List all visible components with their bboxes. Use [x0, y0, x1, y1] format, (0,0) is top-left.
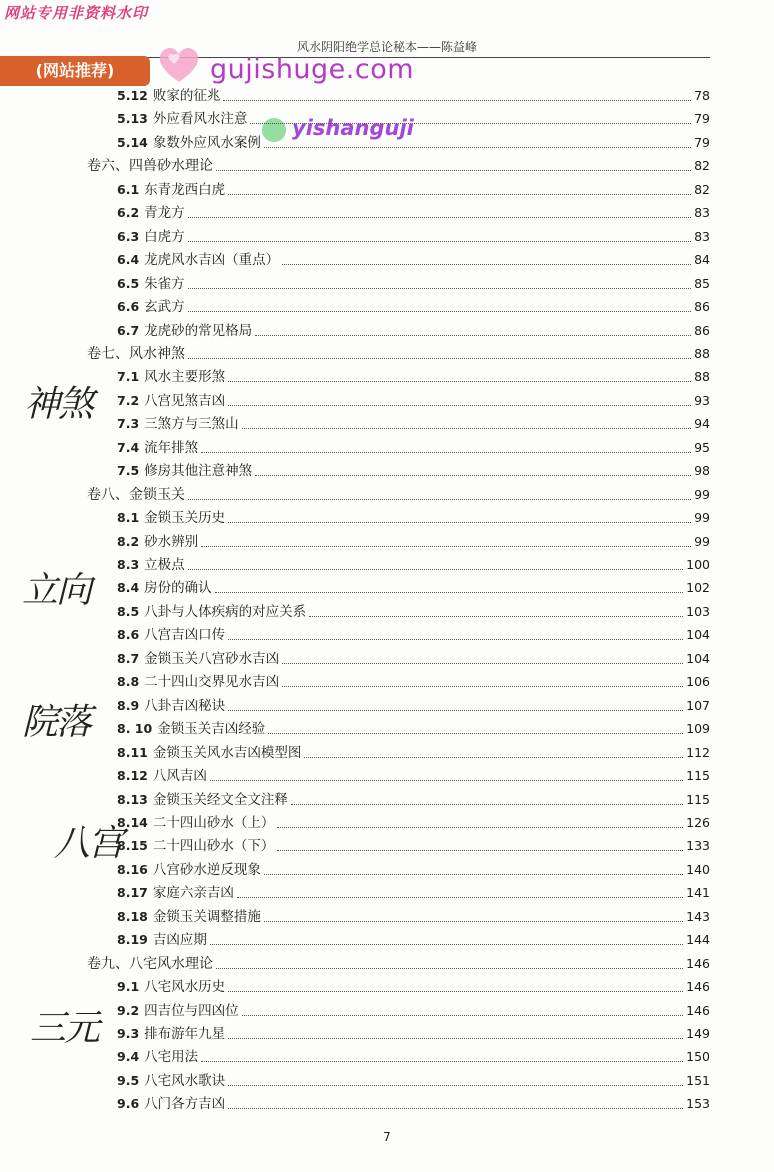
- toc-entry-number: 8.16: [117, 861, 148, 877]
- toc-chapter-row: [87, 951, 710, 973]
- toc-dot-leader: [188, 498, 691, 500]
- handwritten-note: 八宫: [54, 823, 123, 864]
- toc-entry-number: 8.5: [117, 603, 140, 619]
- toc-entry-number: 5.13: [117, 111, 148, 127]
- toc-entry-page: 103: [686, 603, 710, 619]
- toc-dot-leader: [242, 1014, 683, 1016]
- toc-dot-leader: [223, 99, 691, 101]
- toc-section-row: [117, 622, 710, 644]
- toc-entry-number: 8.17: [117, 885, 148, 901]
- toc-dot-leader: [188, 240, 691, 242]
- toc-entry-title: 立极点: [144, 557, 185, 573]
- toc-section-row: [117, 998, 710, 1020]
- toc-dot-leader: [291, 803, 683, 805]
- toc-entry-page: 88: [694, 345, 710, 361]
- toc-entry-title: 流年排煞: [144, 439, 199, 456]
- toc-dot-leader: [228, 990, 683, 992]
- toc-entry-number: 6.2: [117, 205, 140, 221]
- toc-entry-number: 8.15: [117, 838, 148, 854]
- toc-entry-number: 8.12: [117, 768, 148, 784]
- toc-section-row: [117, 927, 710, 949]
- toc-dot-leader: [228, 638, 683, 640]
- toc-entry-page: 146: [686, 979, 710, 995]
- toc-entry-page: 99: [694, 486, 710, 502]
- toc-entry-page: 107: [686, 697, 710, 713]
- toc-entry-page: 102: [686, 580, 710, 596]
- toc-entry-title: 八宫吉凶口传: [144, 627, 226, 644]
- toc-dot-leader: [228, 709, 683, 711]
- toc-dot-leader: [228, 1037, 683, 1039]
- toc-dot-leader: [264, 920, 683, 922]
- toc-entry-title: 白虎方: [144, 228, 185, 245]
- toc-dot-leader: [264, 873, 683, 875]
- toc-entry-number: 9.1: [117, 979, 140, 995]
- toc-entry-title: 败家的征兆: [152, 88, 221, 104]
- toc-entry-number: 6.6: [117, 299, 140, 315]
- toc-entry-page: 104: [686, 650, 710, 666]
- toc-entry-title: 房份的确认: [144, 580, 212, 597]
- toc-entry-title: 象数外应风水案例: [152, 134, 261, 151]
- toc-entry-page: 112: [686, 744, 710, 760]
- toc-entry-title: 金锁玉关经文全文注释: [152, 791, 288, 808]
- toc-entry-number: 8. 10: [117, 721, 153, 737]
- toc-section-row: [117, 106, 710, 128]
- toc-dot-leader: [188, 568, 683, 570]
- toc-entry-page: 99: [694, 510, 710, 526]
- toc-dot-leader: [228, 1084, 683, 1086]
- toc-entry-title: 二十四山砂水（上）: [152, 814, 275, 831]
- toc-section-row: [117, 1044, 710, 1066]
- toc-entry-page: 82: [694, 181, 710, 197]
- toc-entry-number: 9.4: [117, 1049, 140, 1065]
- toc-entry-page: 140: [686, 861, 710, 877]
- toc-entry-page: 83: [694, 228, 710, 244]
- toc-section-row: [117, 599, 710, 621]
- toc-entry-title: 家庭六亲吉凶: [152, 885, 234, 902]
- toc-entry-page: 78: [694, 88, 710, 103]
- toc-entry-title: 八宅风水历史: [144, 979, 226, 996]
- toc-entry-number: 8.1: [117, 510, 140, 526]
- toc-section-row: [117, 411, 710, 433]
- toc-section-row: [117, 740, 710, 762]
- toc-dot-leader: [228, 1107, 683, 1109]
- toc-entry-page: 85: [694, 275, 710, 291]
- toc-entry-title: 金锁玉关风水吉凶模型图: [152, 744, 302, 761]
- toc-entry-page: 141: [686, 885, 710, 901]
- toc-entry-title: 外应看风水注意: [152, 111, 248, 128]
- toc-dot-leader: [228, 521, 691, 523]
- toc-section-row: [117, 904, 710, 926]
- toc-entry-number: 7.5: [117, 463, 140, 479]
- toc-entry-title: 卷六、四兽砂水理论: [87, 158, 213, 175]
- toc-entry-page: 106: [686, 674, 710, 690]
- toc-section-row: [117, 880, 710, 902]
- heart-icon: [156, 44, 202, 84]
- toc-entry-number: 6.1: [117, 181, 140, 197]
- toc-dot-leader: [304, 756, 683, 758]
- toc-entry-page: 98: [694, 463, 710, 479]
- toc-chapter-row: [87, 341, 710, 363]
- toc-dot-leader: [216, 967, 683, 969]
- handwritten-note: 三元: [30, 1008, 99, 1049]
- page-number: 7: [383, 1130, 391, 1144]
- toc-entry-page: 146: [686, 1002, 710, 1018]
- toc-section-row: [117, 787, 710, 809]
- toc-entry-page: 109: [686, 721, 710, 737]
- toc-section-row: [117, 224, 710, 246]
- toc-entry-title: 八门各方吉凶: [144, 1096, 226, 1113]
- toc-section-row: [117, 200, 710, 222]
- toc-entry-number: 9.6: [117, 1096, 140, 1112]
- toc-entry-number: 8.8: [117, 674, 140, 690]
- toc-entry-title: 排布游年九星: [144, 1026, 226, 1042]
- toc-entry-number: 8.19: [117, 932, 148, 948]
- toc-dot-leader: [215, 591, 683, 593]
- toc-entry-title: 八宅用法: [144, 1049, 199, 1066]
- toc-entry-number: 8.13: [117, 791, 148, 807]
- toc-entry-number: 6.3: [117, 228, 140, 244]
- toc-entry-title: 金锁玉关吉凶经验: [157, 721, 266, 738]
- toc-section-row: [117, 294, 710, 316]
- site-watermark: gujishuge.com: [210, 54, 415, 85]
- site-recommend-badge: (网站推荐): [0, 56, 150, 86]
- toc-entry-number: 8.2: [117, 533, 140, 549]
- toc-entry-page: 93: [694, 392, 710, 408]
- toc-entry-page: 79: [694, 134, 710, 150]
- toc-dot-leader: [255, 334, 691, 336]
- toc-section-row: [117, 1021, 710, 1043]
- toc-entry-page: 115: [686, 768, 710, 784]
- toc-section-row: [117, 1091, 710, 1113]
- handwritten-note: 立向: [22, 570, 91, 611]
- toc-entry-page: 79: [694, 111, 710, 127]
- toc-entry-page: 104: [686, 627, 710, 643]
- toc-section-row: [117, 364, 710, 386]
- toc-entry-title: 金锁玉关调整措施: [152, 908, 261, 925]
- toc-dot-leader: [201, 451, 691, 453]
- toc-dot-leader: [201, 545, 691, 547]
- toc-entry-page: 115: [686, 791, 710, 807]
- toc-section-row: [117, 435, 710, 457]
- toc-entry-title: 卷七、风水神煞: [87, 345, 185, 362]
- toc-entry-title: 八宫砂水逆反现象: [152, 861, 261, 878]
- toc-entry-number: 5.14: [117, 134, 148, 150]
- toc-dot-leader: [282, 263, 691, 265]
- toc-entry-title: 八宫见煞吉凶: [144, 392, 226, 409]
- toc-entry-page: 133: [686, 838, 710, 854]
- toc-dot-leader: [201, 1060, 683, 1062]
- toc-dot-leader: [277, 849, 683, 851]
- toc-entry-page: 99: [694, 533, 710, 549]
- toc-dot-leader: [228, 380, 691, 382]
- toc-entry-page: 143: [686, 908, 710, 924]
- toc-section-row: [117, 669, 710, 691]
- toc-section-row: [117, 388, 710, 410]
- toc-section-row: [117, 716, 710, 738]
- toc-entry-page: 83: [694, 205, 710, 221]
- toc-entry-title: 修房其他注意神煞: [144, 463, 253, 480]
- toc-entry-title: 风水主要形煞: [144, 369, 226, 386]
- toc-entry-title: 八风吉凶: [152, 768, 207, 785]
- toc-entry-title: 卷八、金锁玉关: [87, 486, 185, 503]
- toc-entry-page: 126: [686, 814, 710, 830]
- toc-dot-leader: [268, 732, 683, 734]
- toc-section-row: [117, 552, 710, 574]
- header-title: 风水阴阳绝学总论秘本——陈益峰: [296, 40, 477, 54]
- toc-entry-number: 8.18: [117, 908, 148, 924]
- toc-entry-page: 94: [694, 416, 710, 432]
- toc-entry-page: 86: [694, 299, 710, 315]
- toc-entry-number: 8.6: [117, 627, 140, 643]
- toc-entry-number: 8.4: [117, 580, 140, 596]
- handwritten-note: 院落: [22, 702, 91, 743]
- toc-dot-leader: [237, 896, 683, 898]
- toc-dot-leader: [210, 943, 683, 945]
- toc-section-row: [117, 1068, 710, 1090]
- toc-entry-number: 8.3: [117, 557, 140, 572]
- toc-entry-page: 95: [694, 439, 710, 455]
- toc-section-row: [117, 646, 710, 668]
- toc-dot-leader: [264, 146, 691, 148]
- toc-section-row: [117, 271, 710, 293]
- toc-section-row: [117, 693, 710, 715]
- toc-entry-page: 144: [686, 932, 710, 948]
- toc-dot-leader: [188, 287, 691, 289]
- toc-dot-leader: [188, 357, 691, 359]
- toc-entry-title: 三煞方与三煞山: [144, 416, 239, 433]
- toc-dot-leader: [250, 122, 691, 124]
- toc-entry-number: 8.7: [117, 650, 140, 666]
- toc-entry-title: 吉凶应期: [152, 932, 207, 949]
- toc-entry-title: 东青龙西白虎: [144, 181, 226, 198]
- toc-entry-page: 150: [686, 1049, 710, 1065]
- toc-dot-leader: [282, 662, 683, 664]
- toc-entry-title: 四吉位与四凶位: [144, 1002, 239, 1019]
- toc-dot-leader: [282, 685, 683, 687]
- toc-dot-leader: [228, 404, 691, 406]
- toc-dot-leader: [309, 615, 683, 617]
- toc-dot-leader: [255, 474, 691, 476]
- toc-entry-number: 9.5: [117, 1072, 140, 1088]
- toc-entry-number: 5.12: [117, 88, 148, 103]
- toc-section-row: [117, 83, 710, 105]
- toc-entry-page: 84: [694, 252, 710, 268]
- toc-entry-title: 卷九、八宅风水理论: [87, 955, 213, 972]
- toc-entry-number: 6.5: [117, 275, 140, 291]
- toc-dot-leader: [228, 193, 691, 195]
- toc-section-row: [117, 505, 710, 527]
- toc-dot-leader: [242, 427, 691, 429]
- toc-entry-title: 金锁玉关八宫砂水吉凶: [144, 650, 280, 667]
- toc-entry-title: 龙虎砂的常见格局: [144, 322, 253, 339]
- toc-chapter-row: [87, 153, 710, 175]
- toc-entry-number: 7.2: [117, 392, 140, 408]
- toc-entry-title: 玄武方: [144, 299, 185, 316]
- handwritten-note: 神煞: [24, 384, 93, 425]
- toc-section-row: [117, 810, 710, 832]
- top-watermark: 网站专用非资料水印: [4, 4, 149, 22]
- toc-entry-number: 7.4: [117, 439, 140, 455]
- toc-entry-page: 153: [686, 1096, 710, 1112]
- toc-entry-page: 151: [686, 1072, 710, 1088]
- toc-entry-page: 82: [694, 158, 710, 174]
- toc-section-row: [117, 763, 710, 785]
- toc-section-row: [117, 247, 710, 269]
- toc-dot-leader: [188, 216, 691, 218]
- toc-entry-title: 金锁玉关历史: [144, 510, 226, 527]
- toc-entry-page: 88: [694, 369, 710, 385]
- site-watermark-secondary: yishanguji: [292, 116, 414, 140]
- toc-section-row: [117, 130, 710, 152]
- toc-entry-title: 二十四山交界见水吉凶: [144, 674, 280, 691]
- toc-dot-leader: [216, 169, 691, 171]
- toc-section-row: [117, 833, 710, 855]
- toc-section-row: [117, 857, 710, 879]
- toc-section-row: [117, 318, 710, 340]
- toc-dot-leader: [210, 779, 683, 781]
- toc-entry-number: 9.3: [117, 1026, 140, 1041]
- toc-entry-number: 6.4: [117, 252, 140, 268]
- toc-entry-title: 八宅风水歌诀: [144, 1072, 226, 1089]
- toc-entry-page: 86: [694, 322, 710, 338]
- toc-section-row: [117, 529, 710, 551]
- toc-chapter-row: [87, 482, 710, 504]
- toc-entry-title: 八卦吉凶秘诀: [144, 697, 226, 714]
- toc-entry-number: 8.11: [117, 744, 148, 760]
- toc-entry-title: 砂水辨别: [144, 533, 199, 550]
- toc-entry-number: 9.2: [117, 1002, 140, 1018]
- toc-entry-title: 朱雀方: [144, 275, 185, 292]
- toc-section-row: [117, 974, 710, 996]
- toc-dot-leader: [277, 826, 683, 828]
- toc-entry-number: 8.9: [117, 697, 140, 713]
- toc-entry-number: 7.3: [117, 416, 140, 432]
- toc-entry-title: 龙虎风水吉凶（重点）: [144, 252, 280, 269]
- toc-entry-page: 146: [686, 955, 710, 971]
- toc-section-row: [117, 177, 710, 199]
- toc-entry-title: 八卦与人体疾病的对应关系: [144, 603, 307, 620]
- toc-entry-title: 青龙方: [144, 205, 185, 222]
- toc-entry-page: 149: [686, 1026, 710, 1041]
- toc-entry-number: 7.1: [117, 369, 140, 385]
- toc-entry-number: 8.14: [117, 814, 148, 830]
- toc-entry-page: 100: [686, 557, 710, 572]
- toc-section-row: [117, 575, 710, 597]
- toc-section-row: [117, 458, 710, 480]
- toc-entry-number: 6.7: [117, 322, 140, 338]
- toc-entry-title: 二十四山砂水（下）: [152, 838, 275, 855]
- toc-dot-leader: [188, 310, 691, 312]
